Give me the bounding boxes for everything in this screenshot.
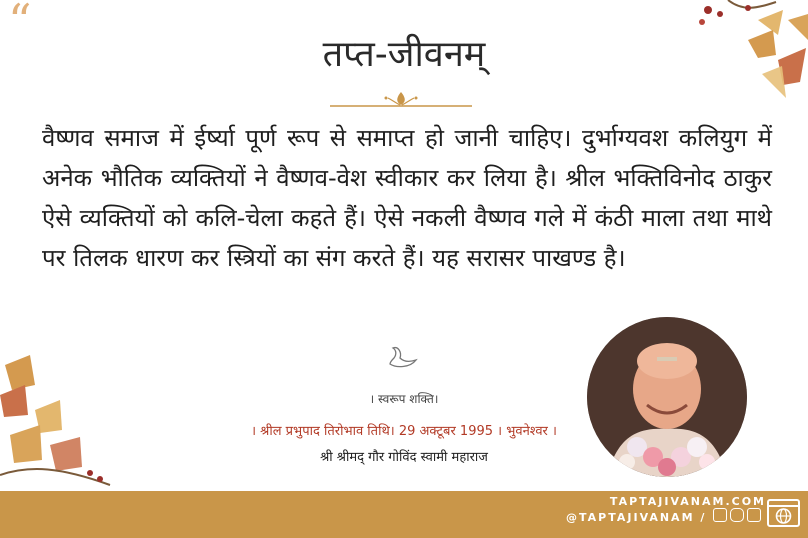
youtube-icon[interactable]: [713, 508, 727, 522]
facebook-icon[interactable]: [747, 508, 761, 522]
instagram-icon[interactable]: [730, 508, 744, 522]
author-portrait: [587, 317, 747, 477]
page-title: तप्त-जीवनम्: [322, 34, 486, 75]
social-icons: [713, 508, 761, 524]
quote-mark-icon: “: [8, 0, 32, 48]
quote-text: वैष्णव समाज में ईर्ष्या पूर्ण रूप से समाप्त हो जानी चाहिए। दुर्भाग्यवश कलियुग में अनेक भौतिक व्यक्तियों ने वैष्णव-वेश स्वीकार कर लिया है। श्रील भक्तिविनोद ठाकुर ऐसे व्यक्तियों को कलि-चेला कहते हैं। ऐसे नकली वैष्णव गले में कंठी माला तथा माथे पर तिलक धारण कर स्त्रियों का संग करते हैं। यह सरासर पाखण्ड है।: [42, 124, 772, 272]
occasion-label: । श्रील प्रभुपाद तिरोभाव तिथि। 29 अक्टूबर 1995 । भुवनेश्वर ।: [251, 424, 557, 439]
browser-globe-icon[interactable]: [767, 496, 800, 532]
divider-ornament-icon: [330, 90, 472, 112]
swan-icon: [386, 344, 420, 370]
social-handle: @TAPTAJIVANAM /: [566, 511, 707, 524]
author-name: श्री श्रीमद् गौर गोविंद स्वामी महाराज: [320, 450, 488, 465]
footer-bar: [0, 491, 808, 538]
website-link[interactable]: TAPTAJIVANAM.COM: [609, 495, 766, 508]
source-label: । स्वरूप शक्ति।: [369, 392, 439, 406]
